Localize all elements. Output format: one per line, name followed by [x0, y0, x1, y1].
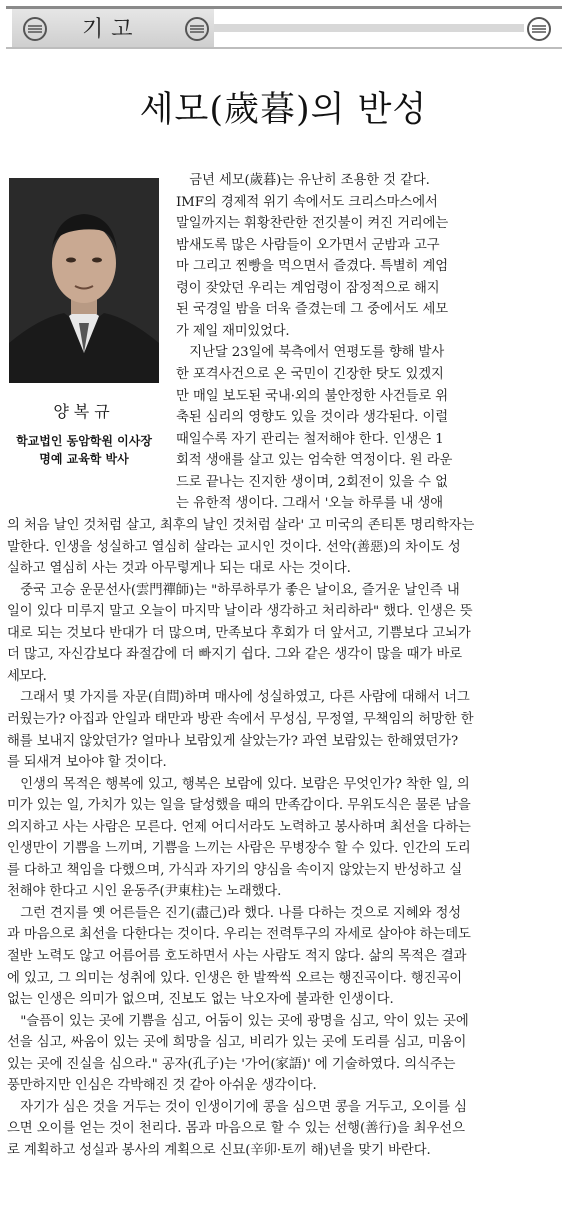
article-headline: 세모(歲暮)의 반성 — [139, 90, 428, 130]
body-line: 과 마음으로 최선을 다한다는 것이다. 우리는 전력투구의 자세로 살아야 하는데도 — [7, 927, 471, 943]
body-line: 있는 곳에 진실을 심으라." 공자(孔子)는 '가어(家語)' 에 기술하였다. 의식주는 — [7, 1056, 456, 1072]
body-line: 천해야 한다고 시인 윤동주(尹東柱)는 노래했다. — [7, 884, 282, 900]
body-line: 의지하고 사는 사람은 모른다. 언제 어디서라도 노력하고 봉사하며 최선을 다하는 — [7, 819, 471, 835]
author-title: 명예 교육학 박사 — [39, 452, 129, 466]
body-line: 미가 있는 일, 가치가 있는 일을 달성했을 때의 만족감이다. 무위도식은 물론 남을 — [7, 798, 471, 814]
body-line: 인생의 목적은 행복에 있고, 행복은 보람에 있다. 보람은 무엇인가? 착한 일, 의 — [7, 776, 470, 792]
body-line: 러웠는가? 아집과 안일과 태만과 방관 속에서 무성심, 무정열, 무책임의 허망한 한 — [7, 711, 474, 727]
body-line: 실하고 열심히 사는 것과 아무렇게나 되는 대로 사는 것이다. — [7, 561, 351, 577]
author-photo — [9, 178, 159, 383]
body-line: 일이 있다 미루지 말고 오늘이 마지막 날이라 생각하고 처리하라" 했다. 인생은 뜻 — [7, 604, 473, 620]
body-line: 를 되새겨 보아야 할 것이다. — [7, 755, 167, 771]
body-line: IMF의 경제적 위기 속에서도 크리스마스에서 — [176, 194, 438, 210]
body-line: 로 계획하고 성실과 봉사의 계획으로 신묘(辛卯·토끼 해)년을 맞기 바란다. — [7, 1142, 431, 1158]
kicker-box — [12, 9, 214, 47]
body-line: 회적 생애를 살고 있는 엄숙한 역정이다. 원 라운 — [176, 453, 453, 469]
body-line: 으면 오이를 얻는 것이 천리다. 몸과 마음으로 할 수 있는 선행(善行)을 최우선으 — [7, 1121, 465, 1137]
body-line: 해를 보내지 않았던가? 얼마나 보람있게 살았는가? 과연 보람있는 한해였던가? — [7, 733, 459, 749]
body-line: 를 다하고 책임을 다했으며, 가식과 자기의 양심을 속이지 않았는지 반성하고 실 — [7, 862, 463, 878]
body-line: 밤새도록 많은 사람들이 오가면서 군밤과 고구 — [176, 237, 440, 253]
body-line: 마 그리고 찐빵을 먹으면서 즐겼다. 특별히 계엄 — [176, 259, 449, 275]
body-line: 한 포격사건으로 온 국민이 긴장한 탓도 있겠지 — [176, 366, 444, 382]
body-line: 때일수록 자기 관리는 철저해야 한다. 인생은 1 — [176, 431, 444, 447]
body-line: 만 매일 보도된 국내·외의 불안정한 사건들로 위 — [176, 388, 449, 404]
body-line: 의 처음 날인 것처럼 살고, 최후의 날인 것처럼 살라' 고 미국의 존티톤 명리학자는 — [7, 518, 475, 533]
body-line: 에 있고, 그 의미는 성취에 있다. 인생은 한 발짝씩 오르는 행진곡이다. 행진곡이 — [7, 970, 463, 986]
body-line: 축된 심리의 영향도 있을 것이라 생각된다. 이럴 — [176, 410, 449, 426]
header-rule — [214, 24, 524, 32]
body-line: 금년 세모(歲暮)는 유난히 조용한 것 같다. — [176, 173, 430, 188]
body-line: 없는 인생은 의미가 없으며, 진보도 없는 낙오자에 불과한 인생이다. — [7, 992, 394, 1008]
section-header — [6, 6, 562, 49]
body-line: 가 제일 재미있었다. — [176, 323, 290, 339]
body-line: 말한다. 인생을 성실하고 열심히 살라는 교시인 것이다. 선악(善惡)의 차이도 성 — [7, 539, 461, 555]
ornament-icon — [526, 16, 552, 42]
body-line: 더 많고, 자신감보다 좌절감에 더 빠지기 쉽다. 그와 같은 생각이 많을 때가 바로 — [7, 647, 463, 663]
body-line: 세모다. — [7, 668, 46, 684]
author-title: 학교법인 동암학원 이사장 — [16, 434, 152, 448]
body-line: 된 국경일 밤을 더욱 즐겼는데 그 중에서도 세모 — [176, 302, 449, 318]
body-line: 대로 되는 것보다 반대가 더 많으며, 만족보다 후회가 더 앞서고, 기쁨보다 고뇌가 — [7, 625, 471, 641]
body-line: 령이 잦았던 우리는 계엄령이 잠정적으로 해지 — [176, 280, 440, 296]
body-line: 말일까지는 휘황찬란한 전깃불이 켜진 거리에는 — [176, 216, 449, 232]
body-line: 절반 노력도 않고 어름어름 호도하면서 사는 사람도 적지 않다. 삶의 목적은 결과 — [7, 949, 467, 964]
body-line: 자기가 심은 것을 거두는 것이 인생이기에 콩을 심으면 콩을 거두고, 오이를 심 — [7, 1099, 467, 1115]
body-line: 그런 견지를 옛 어른들은 진기(盡己)라 했다. 나를 다하는 것으로 지혜와 정성 — [7, 905, 462, 921]
ornament-icon — [184, 16, 210, 42]
body-line: 드로 끝나는 진지한 생이며, 2회전이 있을 수 없 — [176, 474, 448, 490]
ornament-icon — [22, 16, 48, 42]
section-kicker: 기고 — [82, 17, 141, 42]
body-line: 인생만이 기쁨을 느끼며, 기쁨을 느끼는 사람은 무병장수 할 수 있다. 인간의 도리 — [7, 841, 471, 857]
body-line: 풍만하지만 인심은 각박해진 것 같아 아쉬운 생각이다. — [7, 1078, 317, 1094]
body-line: 선을 심고, 싸움이 있는 곳에 희망을 심고, 비리가 있는 곳에 도리를 심고, 미움이 — [7, 1035, 467, 1051]
body-line: 지난달 23일에 북측에서 연평도를 향해 발사 — [176, 345, 445, 361]
body-line: 는 유한적 생이다. 그래서 '오늘 하루를 내 생애 — [176, 496, 444, 512]
body-line: 그래서 몇 가지를 자문(自問)하며 매사에 성실하였고, 다른 사람에 대해서 너그 — [7, 690, 470, 706]
body-line: 중국 고승 운문선사(雲門禪師)는 "하루하루가 좋은 날이요, 즐거운 날인즉 내 — [7, 582, 460, 598]
body-line: "슬픔이 있는 곳에 기쁨을 심고, 어둠이 있는 곳에 광명을 심고, 악이 있는 곳에 — [7, 1013, 469, 1029]
author-name: 양복규 — [53, 402, 115, 421]
